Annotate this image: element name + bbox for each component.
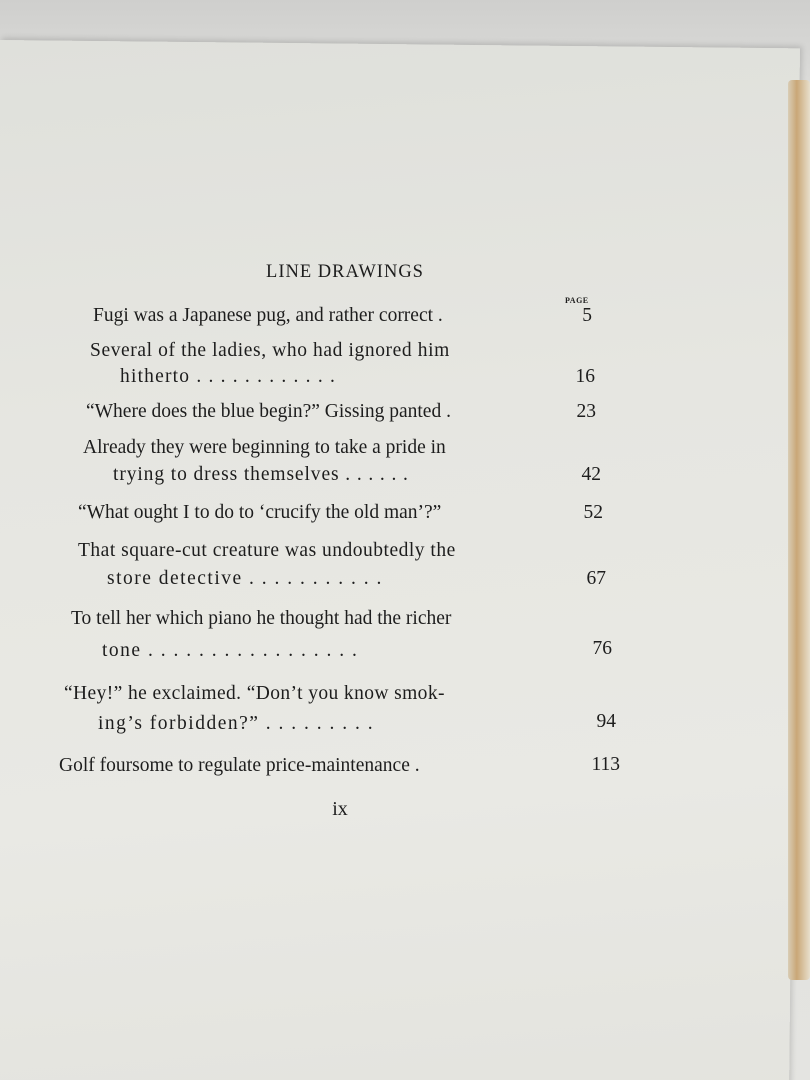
entry-line: store detective . . . . . . . . . . . (107, 568, 383, 589)
page-folio: ix (332, 798, 348, 820)
entry-page: 76 (592, 638, 612, 659)
entry-page: 113 (591, 754, 620, 775)
entry-line: ing’s forbidden?” . . . . . . . . . (98, 713, 375, 734)
page-column-label: PAGE (565, 296, 589, 305)
entry-page: 94 (596, 711, 616, 732)
entry-page: 5 (582, 305, 592, 326)
entry-line: “Where does the blue begin?” Gissing panted . (86, 401, 451, 422)
entry-page: 42 (581, 464, 601, 485)
entry-page: 16 (575, 366, 595, 387)
entry-line: Already they were beginning to take a pride in (83, 437, 446, 458)
entry-line: “What ought I to do to ‘crucify the old man’?” (78, 502, 442, 523)
entry-page: 23 (576, 401, 596, 422)
entry-line: To tell her which piano he thought had the richer (71, 608, 452, 629)
entry-page: 67 (586, 568, 606, 589)
section-heading: LINE DRAWINGS (266, 262, 424, 282)
entry-page: 52 (583, 502, 603, 523)
entry-line: hitherto . . . . . . . . . . . . (120, 366, 337, 387)
entry-line: tone . . . . . . . . . . . . . . . . . (102, 640, 359, 661)
entry-line: That square-cut creature was undoubtedly the (78, 540, 456, 561)
entry-line: Several of the ladies, who had ignored him (90, 340, 450, 361)
entry-line: trying to dress themselves . . . . . . (113, 464, 409, 485)
entry-line: Fugi was a Japanese pug, and rather correct . (93, 305, 443, 326)
entry-line: “Hey!” he exclaimed. “Don’t you know smok- (64, 683, 445, 704)
entry-line: Golf foursome to regulate price-maintenance . (59, 755, 420, 776)
